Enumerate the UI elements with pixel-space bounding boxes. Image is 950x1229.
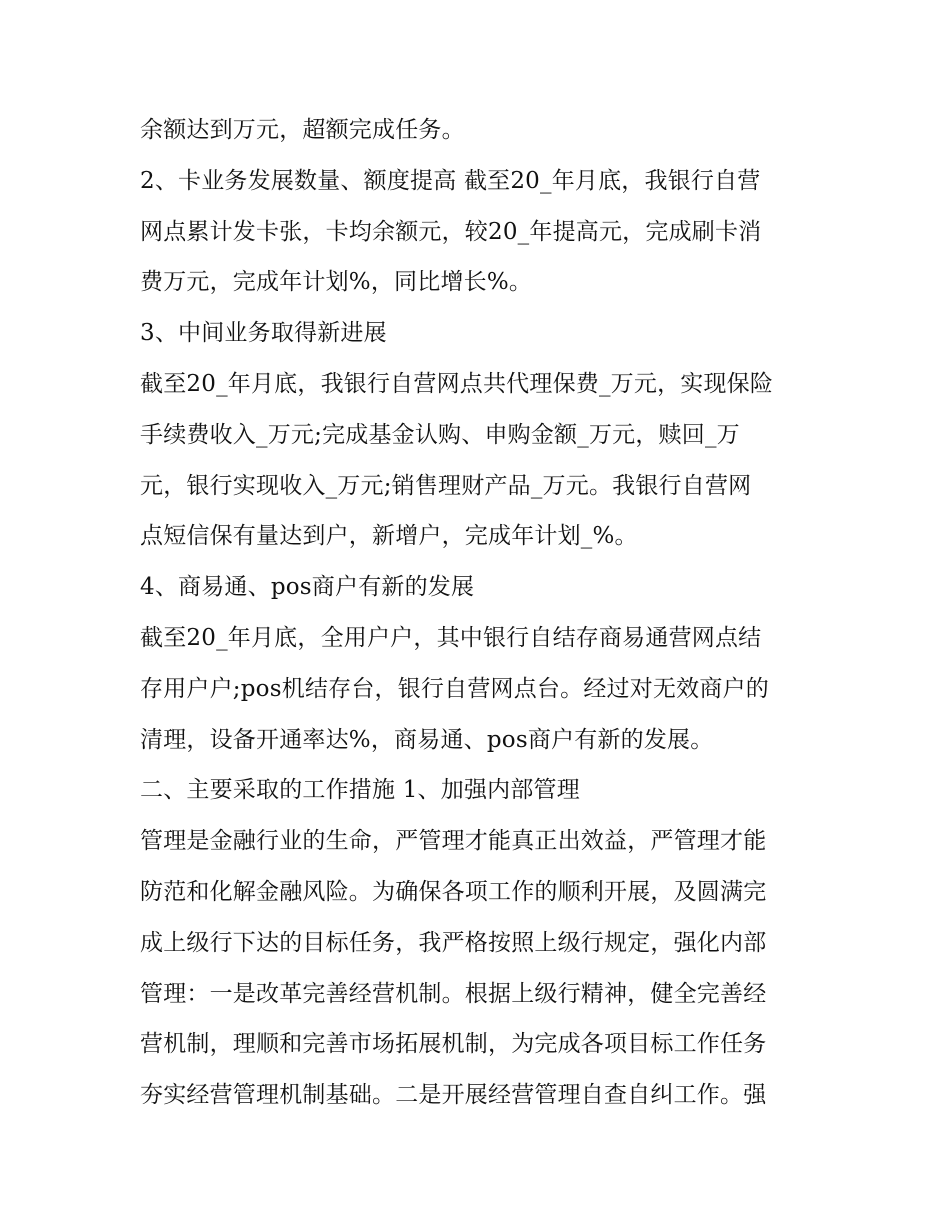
text-line: 费万元，完成年计划%，同比增长%。	[140, 269, 533, 296]
text-line: 截至20_年月底，全用户户，其中银行自结存商易通营网点结	[140, 624, 762, 651]
text-line: 成上级行下达的目标任务，我严格按照上级行规定，强化内部	[140, 929, 767, 956]
text-line: 网点累计发卡张，卡均余额元，较20_年提高元，完成刷卡消	[140, 218, 762, 245]
text-line: 余额达到万元，超额完成任务。	[140, 117, 465, 143]
section-heading: 二、主要采取的工作措施 1、加强内部管理	[140, 777, 580, 804]
section-heading: 3、中间业务取得新进展	[140, 320, 387, 347]
text-line: 存用户户;pos机结存台，银行自营网点台。经过对无效商户的	[140, 675, 769, 702]
text-line: 截至20_年月底，我银行自营网点共代理保费_万元，实现保险	[140, 370, 774, 397]
text-line: 管理：一是改革完善经营机制。根据上级行精神，健全完善经	[140, 980, 767, 1007]
text-line: 管理是金融行业的生命，严管理才能真正出效益，严管理才能	[140, 828, 767, 855]
text-line: 夯实经营管理机制基础。二是开展经营管理自查自纠工作。强	[140, 1082, 767, 1109]
section-heading: 4、商易通、pos商户有新的发展	[140, 574, 475, 601]
document-body	[140, 105, 820, 1121]
text-line: 清理，设备开通率达%，商易通、pos商户有新的发展。	[140, 726, 714, 753]
section-heading: 2、卡业务发展数量、额度提高 截至20_年月底，我银行自营	[140, 167, 761, 194]
text-line: 营机制，理顺和完善市场拓展机制，为完成各项目标工作任务	[140, 1031, 767, 1058]
text-line: 防范和化解金融风险。为确保各项工作的顺利开展，及圆满完	[140, 878, 767, 905]
text-line: 元，银行实现收入_万元;销售理财产品_万元。我银行自营网	[140, 472, 752, 499]
text-line: 手续费收入_万元;完成基金认购、申购金额_万元，赎回_万	[140, 421, 740, 448]
text-line: 点短信保有量达到户，新增户，完成年计划_%。	[140, 523, 638, 550]
